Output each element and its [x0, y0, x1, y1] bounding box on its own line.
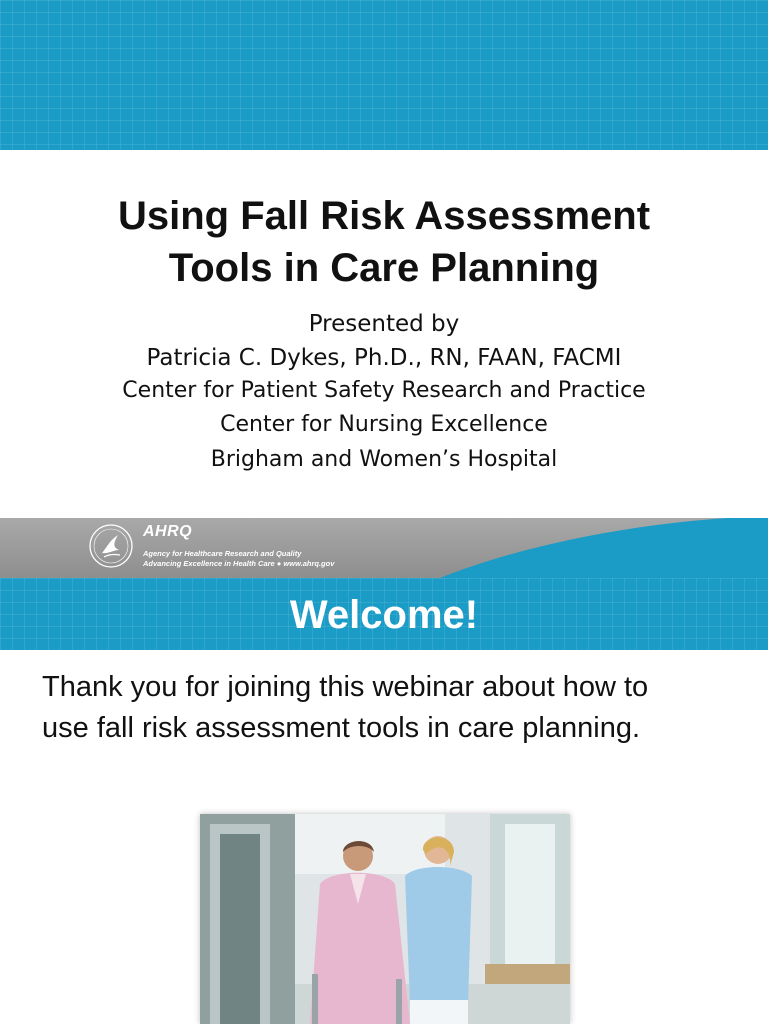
title-line-2: Tools in Care Planning [168, 246, 600, 290]
ahrq-agency-name: Agency for Healthcare Research and Quality [143, 549, 302, 558]
affiliation-1: Center for Patient Safety Research and Practice [122, 378, 646, 403]
ahrq-logo: AHRQ [143, 523, 193, 540]
affiliation-2: Center for Nursing Excellence [220, 412, 548, 437]
title-line-1: Using Fall Risk Assessment [117, 194, 651, 238]
hhs-seal-icon [88, 523, 134, 569]
top-header-band [0, 0, 768, 150]
ahrq-tagline: Advancing Excellence in Health Care ● www.ahrq.gov [143, 559, 335, 568]
affiliation-3: Brigham and Women’s Hospital [210, 447, 558, 472]
ahrq-footer-bar [0, 518, 768, 578]
slide-title [0, 190, 768, 294]
presented-by-label: Presented by [308, 311, 460, 337]
patient-nurse-photo [200, 814, 570, 1024]
welcome-heading: Welcome! [289, 593, 479, 637]
body-text: Thank you for joining this webinar about how to use fall risk assessment tools in care planning. [42, 671, 649, 744]
presenter-name: Patricia C. Dykes, Ph.D., RN, FAAN, FACMI [146, 345, 622, 371]
